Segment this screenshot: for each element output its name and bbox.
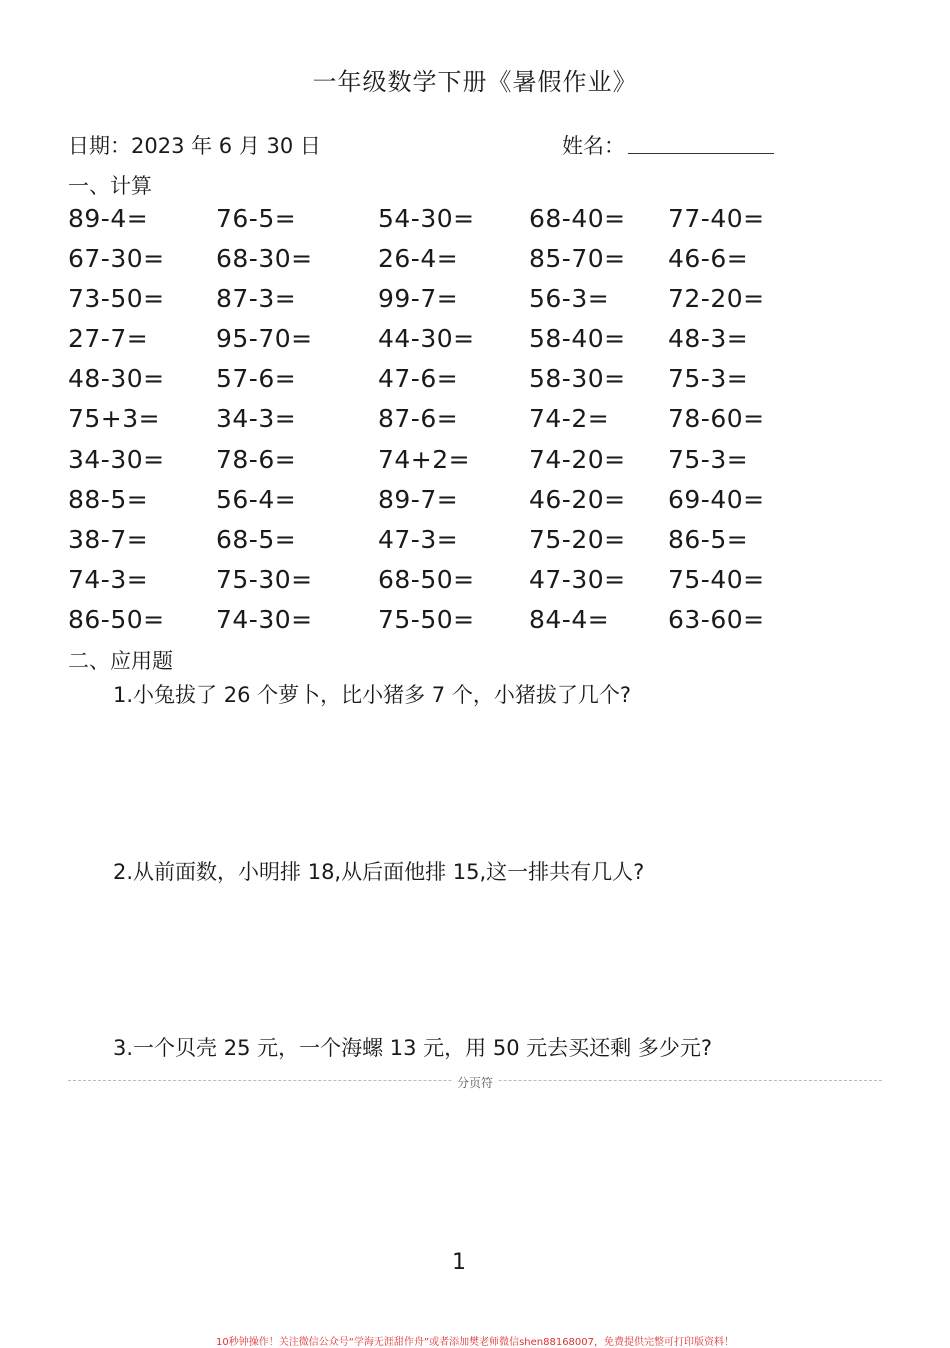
calc-problem: 74-3= [68, 564, 149, 594]
calc-problem: 84-4= [529, 604, 610, 634]
calc-problem: 56-3= [529, 284, 610, 314]
calc-problem: 89-7= [378, 484, 459, 514]
calc-problem: 26-4= [378, 244, 459, 274]
calc-problem: 47-30= [529, 564, 626, 594]
calc-problem: 75-3= [668, 444, 749, 474]
calc-problem: 58-30= [529, 364, 626, 394]
calc-problem: 46-20= [529, 484, 626, 514]
calc-problem: 95-70= [216, 324, 313, 354]
calc-problem: 78-60= [668, 404, 765, 434]
calc-problem: 85-70= [529, 244, 626, 274]
calc-problem: 54-30= [378, 204, 475, 233]
calc-problem: 48-30= [68, 364, 165, 394]
calc-problem: 67-30= [68, 244, 165, 274]
calc-problem: 74-20= [529, 444, 626, 474]
calc-problem: 68-30= [216, 244, 313, 274]
calc-problem: 68-50= [378, 564, 475, 594]
section-heading-calculation: 一、计算 [68, 174, 152, 198]
name-label: 姓名： [562, 134, 625, 158]
calc-problem: 56-4= [216, 484, 297, 514]
calc-problem: 48-3= [668, 324, 749, 354]
calc-problem: 47-3= [378, 524, 459, 554]
calc-problem: 68-5= [216, 524, 297, 554]
calc-problem: 75-40= [668, 564, 765, 594]
calc-problem: 87-3= [216, 284, 297, 314]
calc-problem: 76-5= [216, 204, 297, 233]
calc-problem: 75-3= [668, 364, 749, 394]
section-heading-word-problems: 二、应用题 [68, 649, 173, 673]
calc-problem: 34-30= [68, 444, 165, 474]
calc-problem: 87-6= [378, 404, 459, 434]
calc-problem: 74+2= [378, 444, 471, 474]
calc-problem: 78-6= [216, 444, 297, 474]
calc-problem: 75-30= [216, 564, 313, 594]
calc-problem: 63-60= [668, 604, 765, 634]
calc-problem: 73-50= [68, 284, 165, 314]
page-break-label: 分页符 [453, 1076, 497, 1090]
calc-problem: 75-50= [378, 604, 475, 634]
calc-problem: 44-30= [378, 324, 475, 354]
calc-problem: 86-50= [68, 604, 165, 634]
calc-problem: 88-5= [68, 484, 149, 514]
calc-problem: 75+3= [68, 404, 161, 434]
calc-problem: 75-20= [529, 524, 626, 554]
calc-problem: 77-40= [668, 204, 765, 233]
page-number: 1 [452, 1250, 466, 1275]
page-title: 一年级数学下册《暑假作业》 [312, 68, 638, 96]
word-problem-3: 3.一个贝壳 25 元，一个海螺 13 元，用 50 元去买还剩 多少元? [113, 1036, 713, 1060]
calc-problem: 57-6= [216, 364, 297, 394]
calc-problem: 38-7= [68, 524, 149, 554]
calc-problem: 69-40= [668, 484, 765, 514]
word-problem-2: 2.从前面数，小明排 18,从后面他排 15,这一排共有几人? [113, 860, 645, 884]
date-line: 日期：2023 年 6 月 30 日 [68, 134, 321, 158]
calc-problem: 47-6= [378, 364, 459, 394]
word-problem-1: 1.小兔拔了 26 个萝卜，比小猪多 7 个，小猪拔了几个? [113, 683, 631, 707]
calc-problem: 34-3= [216, 404, 297, 434]
name-blank-line[interactable] [628, 153, 774, 154]
calc-problem: 46-6= [668, 244, 749, 274]
calc-problem: 58-40= [529, 324, 626, 354]
calc-problem: 72-20= [668, 284, 765, 314]
calc-problem: 68-40= [529, 204, 626, 233]
calc-problem: 86-5= [668, 524, 749, 554]
calc-problem: 99-7= [378, 284, 459, 314]
calc-problem: 74-2= [529, 404, 610, 434]
calc-problem: 74-30= [216, 604, 313, 634]
footer-note: 10秒钟操作！关注微信公众号“学海无涯甜作舟”或者添加樊老师微信shen88168007，免费提供完整可打印版资料！ [215, 1337, 735, 1348]
calc-problem: 89-4= [68, 204, 149, 233]
page-break-marker [0, 1072, 950, 1091]
calc-problem: 27-7= [68, 324, 149, 354]
